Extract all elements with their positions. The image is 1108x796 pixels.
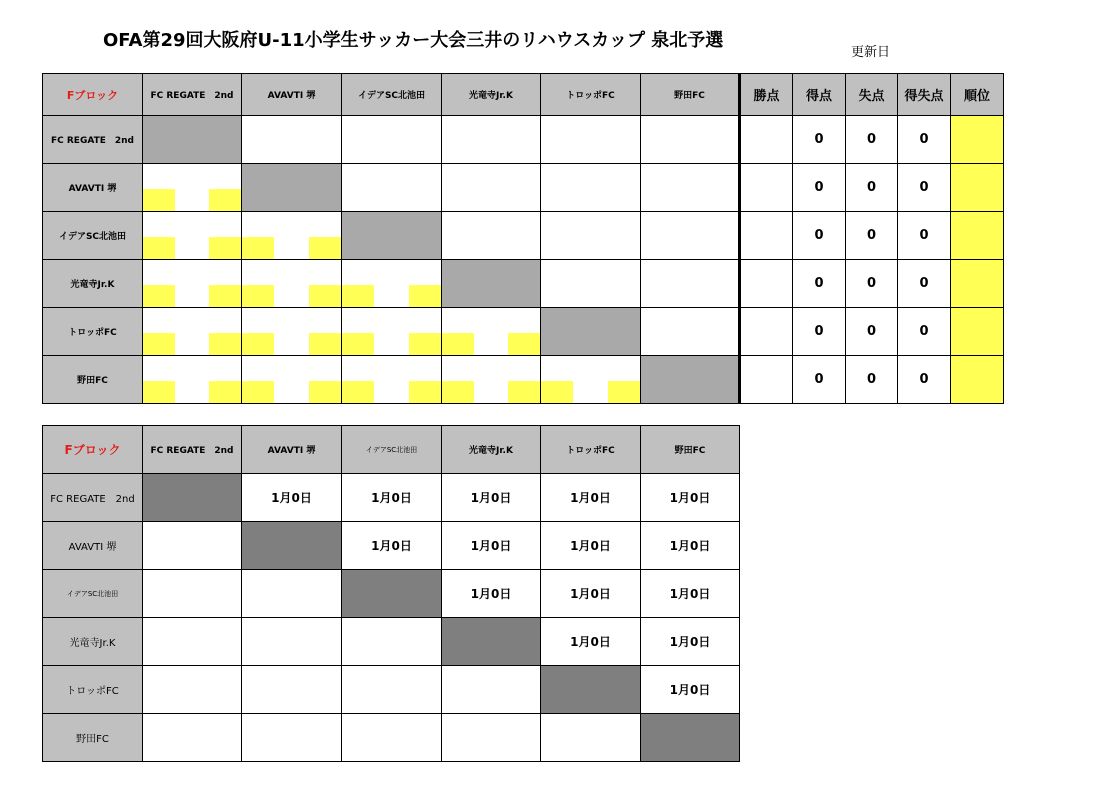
block-label: Fブロック [43,74,143,116]
row-header-team: FC REGATE 2nd [43,474,143,522]
schedule-row [43,522,740,570]
schedule-grid [42,425,740,762]
result-cell [242,260,342,308]
row-header-team: 野田FC [43,714,143,762]
diagonal-cell [541,308,641,356]
match-date-cell: 1月0日 [641,666,740,714]
goals-for-cell: 0 [793,356,846,404]
match-date-cell: 1月0日 [641,474,740,522]
points-cell [740,308,793,356]
goals-for-cell: 0 [793,212,846,260]
points-cell [740,212,793,260]
score-input-box [309,333,341,355]
results-row [43,116,1004,164]
match-date-cell: 1月0日 [641,522,740,570]
goals-against-cell: 0 [846,356,898,404]
score-input-box [309,285,341,307]
col-header-team: FC REGATE 2nd [143,426,242,474]
schedule-row [43,474,740,522]
results-row [43,260,1004,308]
row-header-team: FC REGATE 2nd [43,116,143,164]
result-cell [442,308,541,356]
document-title: OFA第29回大阪府U-11小学生サッカー大会三井のリハウスカップ 泉北予選 [103,30,724,51]
result-cell [143,212,242,260]
goals-against-cell: 0 [846,116,898,164]
match-date-cell: 1月0日 [641,618,740,666]
result-cell [342,308,442,356]
match-date-cell [541,714,641,762]
score-input-box [143,237,175,259]
results-row [43,356,1004,404]
result-cell [442,116,541,164]
match-date-cell: 1月0日 [541,570,641,618]
score-input-box [409,285,441,307]
score-input-box [309,381,341,403]
match-date-cell [242,666,342,714]
rank-cell [951,356,1004,404]
result-cell [242,212,342,260]
result-cell [641,164,740,212]
goal-diff-cell: 0 [898,260,951,308]
col-header-team: AVAVTI 堺 [242,426,342,474]
goal-diff-cell: 0 [898,308,951,356]
points-cell [740,164,793,212]
diagonal-cell [442,618,541,666]
match-date-cell [442,666,541,714]
result-cell [143,164,242,212]
match-date-cell: 1月0日 [541,618,641,666]
updated-date-label: 更新日 [851,45,891,60]
match-date-cell [242,570,342,618]
result-cell [143,308,242,356]
score-input-box [409,333,441,355]
result-cell [641,260,740,308]
match-date-cell: 1月0日 [541,474,641,522]
score-input-box [209,285,241,307]
result-cell [342,260,442,308]
result-cell [342,116,442,164]
rank-cell [951,260,1004,308]
score-input-box [309,237,341,259]
result-cell [242,356,342,404]
result-cell [242,308,342,356]
diagonal-cell [442,260,541,308]
goals-against-cell: 0 [846,308,898,356]
diagonal-cell [143,116,242,164]
match-date-cell: 1月0日 [342,474,442,522]
match-date-cell [143,714,242,762]
result-cell [143,260,242,308]
score-input-box [508,381,540,403]
points-cell [740,260,793,308]
score-input-box [608,381,640,403]
match-date-cell [442,714,541,762]
match-date-cell: 1月0日 [641,570,740,618]
row-header-team: イデアSC北池田 [43,570,143,618]
points-cell [740,116,793,164]
diagonal-cell [143,474,242,522]
match-date-cell: 1月0日 [442,570,541,618]
result-cell [541,116,641,164]
result-cell [442,356,541,404]
diagonal-cell [342,212,442,260]
score-input-box [143,285,175,307]
col-header-goals-against: 失点 [846,74,898,116]
score-input-box [242,381,274,403]
col-header-team: AVAVTI 堺 [242,74,342,116]
row-header-team: AVAVTI 堺 [43,522,143,570]
score-input-box [143,381,175,403]
row-header-team: トロッポFC [43,308,143,356]
schedule-header-row [43,426,740,474]
score-input-box [342,333,374,355]
row-header-team: トロッポFC [43,666,143,714]
result-cell [143,356,242,404]
goals-for-cell: 0 [793,116,846,164]
col-header-team: イデアSC北池田 [342,426,442,474]
goal-diff-cell: 0 [898,116,951,164]
score-input-box [342,285,374,307]
block-label: Fブロック [43,426,143,474]
diagonal-cell [541,666,641,714]
col-header-team: トロッポFC [541,426,641,474]
score-input-box [143,333,175,355]
match-date-cell: 1月0日 [442,522,541,570]
goals-against-cell: 0 [846,212,898,260]
score-input-box [442,381,474,403]
rank-cell [951,164,1004,212]
match-date-cell [143,522,242,570]
match-date-cell: 1月0日 [442,474,541,522]
diagonal-cell [641,356,740,404]
match-date-cell [143,618,242,666]
goals-for-cell: 0 [793,308,846,356]
match-date-cell: 1月0日 [342,522,442,570]
row-header-team: 光竜寺Jr.K [43,618,143,666]
score-input-box [342,381,374,403]
rank-cell [951,212,1004,260]
result-cell [541,260,641,308]
result-cell [242,116,342,164]
col-header-points: 勝点 [740,74,793,116]
col-header-rank: 順位 [951,74,1004,116]
result-cell [641,212,740,260]
result-cell [541,212,641,260]
match-date-cell [143,570,242,618]
row-header-team: 野田FC [43,356,143,404]
result-cell [342,164,442,212]
score-input-box [242,333,274,355]
result-cell [342,356,442,404]
score-input-box [242,285,274,307]
diagonal-cell [242,522,342,570]
schedule-row [43,570,740,618]
result-cell [541,356,641,404]
col-header-team: 光竜寺Jr.K [442,426,541,474]
score-input-box [242,237,274,259]
col-header-goals-for: 得点 [793,74,846,116]
goal-diff-cell: 0 [898,212,951,260]
score-input-box [541,381,573,403]
diagonal-cell [342,570,442,618]
row-header-team: イデアSC北池田 [43,212,143,260]
results-header-row [43,74,1004,116]
goal-diff-cell: 0 [898,164,951,212]
match-date-cell [143,666,242,714]
score-input-box [209,333,241,355]
score-input-box [209,237,241,259]
goals-for-cell: 0 [793,164,846,212]
col-header-team: FC REGATE 2nd [143,74,242,116]
score-input-box [209,381,241,403]
match-date-cell [242,714,342,762]
match-date-cell [342,666,442,714]
goals-against-cell: 0 [846,260,898,308]
result-cell [641,308,740,356]
match-date-cell: 1月0日 [541,522,641,570]
match-date-cell [342,714,442,762]
row-header-team: 光竜寺Jr.K [43,260,143,308]
diagonal-cell [641,714,740,762]
col-header-team: 光竜寺Jr.K [442,74,541,116]
points-cell [740,356,793,404]
score-input-box [409,381,441,403]
match-date-cell [242,618,342,666]
row-header-team: AVAVTI 堺 [43,164,143,212]
col-header-team: 野田FC [641,426,740,474]
results-grid [42,73,1004,404]
score-input-box [209,189,241,211]
schedule-row [43,714,740,762]
score-input-box [508,333,540,355]
result-cell [541,164,641,212]
col-header-team: トロッポFC [541,74,641,116]
goal-diff-cell: 0 [898,356,951,404]
schedule-row [43,666,740,714]
col-header-goal-diff: 得失点 [898,74,951,116]
result-cell [442,164,541,212]
goals-against-cell: 0 [846,164,898,212]
rank-cell [951,308,1004,356]
goals-for-cell: 0 [793,260,846,308]
schedule-row [43,618,740,666]
match-date-cell [342,618,442,666]
result-cell [442,212,541,260]
rank-cell [951,116,1004,164]
results-row [43,212,1004,260]
results-row [43,164,1004,212]
col-header-team: イデアSC北池田 [342,74,442,116]
match-date-cell: 1月0日 [242,474,342,522]
diagonal-cell [242,164,342,212]
results-row [43,308,1004,356]
score-input-box [143,189,175,211]
result-cell [641,116,740,164]
score-input-box [442,333,474,355]
col-header-team: 野田FC [641,74,740,116]
